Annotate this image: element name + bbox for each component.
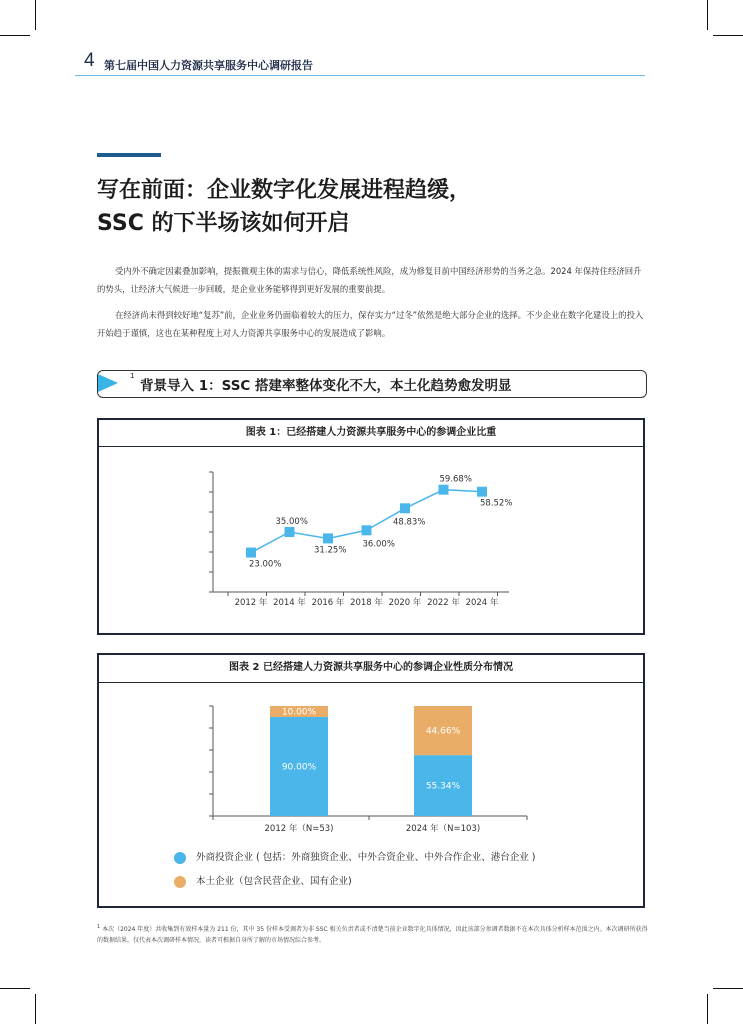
bar-label: 90.00% [281,762,317,773]
footnote-marker: 1 [97,924,101,930]
x-tick-label: 2024 年 [465,598,499,608]
section-title: 背景导入 1：SSC 搭建率整体变化不大，本土化趋势愈发明显 [140,378,512,394]
data-label: 23.00% [249,559,282,570]
page-number: 4 [84,50,95,71]
figure1-box [97,418,645,635]
data-label: 59.68% [439,474,472,485]
footnote [97,922,649,946]
body-paragraph: 在经济尚未得到较好地“复苏”前，企业业务仍面临着较大的压力，保存实力“过冬”依然是绝大部分企业的选择。不少企业在数字化建设上的投入开始趋于谨慎，这也在某种程度上对人力资源共享服务中心的发展造成了影响。 [97,310,644,338]
figure2-box [97,653,645,908]
heading-accent-bar [97,153,161,157]
page-heading-line2: SSC 的下半场该如何开启 [97,211,350,236]
crop-mark [0,35,30,36]
data-point [323,533,333,543]
data-label: 48.83% [393,517,426,528]
legend-label: 本土企业（包含民营企业、国有企业) [196,876,352,887]
x-tick-label: 2012 年 [234,598,268,608]
data-point [362,525,372,535]
body-paragraph: 受内外不确定因素叠加影响，提振微观主体的需求与信心，降低系统性风险，成为修复目前中国经济形势的当务之急。2024 年保持住经济回升的势头，让经济大气候进一步回暖，是企业业务能够得到更好发展的重要前提。 [97,266,642,294]
stacked-bar-chart [99,655,643,906]
x-tick-label: 2018 年 [350,598,383,608]
x-tick-label: 2024 年（N=103) [405,824,481,834]
legend-item [174,849,535,864]
figure1-title: 图表 1：已经搭建人力资源共享服务中心的参调企业比重 [99,420,643,447]
legend-item [174,873,352,888]
x-tick-label: 2012 年（N=53) [264,824,334,834]
line-chart [99,420,643,633]
section-banner [97,370,647,398]
arrow-icon [98,374,118,392]
figure2-title: 图表 2 已经搭建人力资源共享服务中心的参调企业性质分布情况 [99,655,643,683]
footnote-text: 本次（2024 年度）共收集到有效样本量为 211 份，其中 35 份样本受调者为非 SSC 相关负责者或不清楚当前企业数字化具体情况，因此该部分参调者数据不在本次具体分析样本范围之内。本次调研所获得的数据结果，仅代表本次调研样本情况，读者可根据自身所了解的市场情况综合参考。 [97,926,648,944]
report-title: 第七届中国人力资源共享服务中心调研报告 [104,59,313,72]
x-tick-label: 2016 年 [311,598,345,608]
data-label: 36.00% [362,539,395,550]
data-point [439,485,449,495]
data-label: 31.25% [314,545,347,556]
section-superscript: 1 [130,372,135,380]
data-label: 58.52% [480,498,513,509]
legend-swatch-icon [174,876,186,888]
x-tick-label: 2020 年 [388,598,422,608]
header-rule [75,75,645,76]
legend-label: 外商投资企业 ( 包括：外商独资企业、中外合资企业、中外合作企业、港台企业 ) [196,852,536,863]
bar-label: 55.34% [425,781,461,792]
bar-label: 44.66% [425,726,461,737]
crop-mark [713,988,743,989]
data-point [285,527,295,537]
page-heading-line1: 写在前面：企业数字化发展进程趋缓， [97,178,472,203]
crop-mark [707,994,708,1024]
x-tick-label: 2022 年 [427,598,460,608]
x-tick-label: 2014 年 [273,598,306,608]
crop-mark [35,0,36,30]
data-point [400,503,410,513]
bar-label: 10.00% [281,707,317,718]
data-point [477,487,487,497]
data-point [246,548,256,558]
crop-mark [707,0,708,30]
crop-mark [35,994,36,1024]
crop-mark [713,35,743,36]
legend-swatch-icon [174,852,186,864]
data-label: 35.00% [275,517,308,527]
crop-mark [0,988,30,989]
